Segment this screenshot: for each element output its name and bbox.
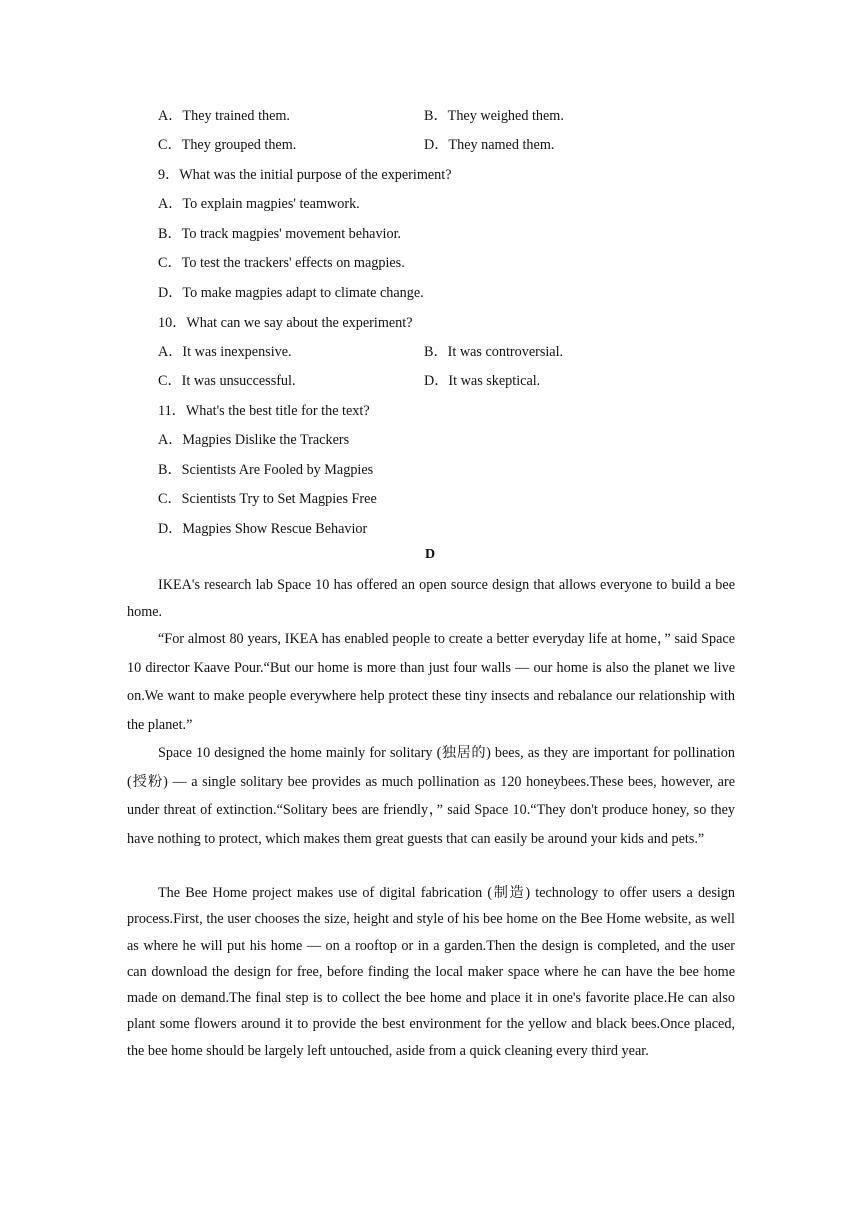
section-title: D (424, 547, 436, 562)
passage-paragraph-2: “For almost 80 years, IKEA has enabled people to create a better everyday life at home，” said Space 10 director Kaave Pour.“But our home is more than just four walls — our home is also the planet we live on.We want to make people everywhere help protect these tiny insects and rebalance our relationship with the planet.” (127, 631, 735, 733)
q10-stem: 10．What can we say about the experiment? (158, 315, 413, 331)
q11-stem: 11．What's the best title for the text? (158, 403, 370, 419)
q8-option-c: C．They grouped them. (158, 137, 297, 153)
q8-option-d: D．They named them. (424, 137, 555, 153)
passage-paragraph-1: IKEA's research lab Space 10 has offered an open source design that allows everyone to build a bee home. (127, 577, 735, 620)
q10-option-d: D．It was skeptical. (424, 373, 541, 389)
passage-paragraph-3: Space 10 designed the home mainly for solitary (独居的) bees, as they are important for pollination (授粉) — a single solitary bee provides as much pollination as 120 honeybees.These bees, however, are under threat of extinction.“Solitary bees are friendly，” said Space 10.“They don't produce honey, so they have nothing to protect, which makes them great guests that can easily be around your kids and pets.” (127, 745, 735, 847)
q11-option-c: C．Scientists Try to Set Magpies Free (158, 491, 377, 507)
q11-option-b: B．Scientists Are Fooled by Magpies (158, 462, 374, 478)
q11-option-d: D．Magpies Show Rescue Behavior (158, 521, 368, 537)
q10-option-b: B．It was controversial. (424, 344, 564, 360)
q9-option-a: A．To explain magpies' teamwork. (158, 196, 360, 212)
q10-option-c: C．It was unsuccessful. (158, 373, 296, 389)
q10-option-a: A．It was inexpensive. (158, 344, 292, 360)
q9-stem: 9．What was the initial purpose of the experiment? (158, 167, 452, 183)
q8-option-a: A．They trained them. (158, 108, 290, 124)
passage-paragraph-4: The Bee Home project makes use of digital fabrication (制造) technology to offer users a design process.First, the user chooses the size, height and style of his bee home on the Bee Home website, as well as where he will put his home — on a rooftop or in a garden.Then the design is completed, and the user can download the design for free, before finding the local maker space where he can have the bee home made on demand.The final step is to collect the bee home and place it in one's favorite place.He can also plant some flowers around it to provide the best environment for the yellow and black bees.Once placed, the bee home should be largely left untouched, aside from a quick cleaning every third year. (127, 885, 735, 1059)
q9-option-d: D．To make magpies adapt to climate change. (158, 285, 424, 301)
q9-option-c: C．To test the trackers' effects on magpies. (158, 255, 405, 271)
q11-option-a: A．Magpies Dislike the Trackers (158, 432, 350, 448)
q9-option-b: B．To track magpies' movement behavior. (158, 226, 402, 242)
q8-option-b: B．They weighed them. (424, 108, 564, 124)
